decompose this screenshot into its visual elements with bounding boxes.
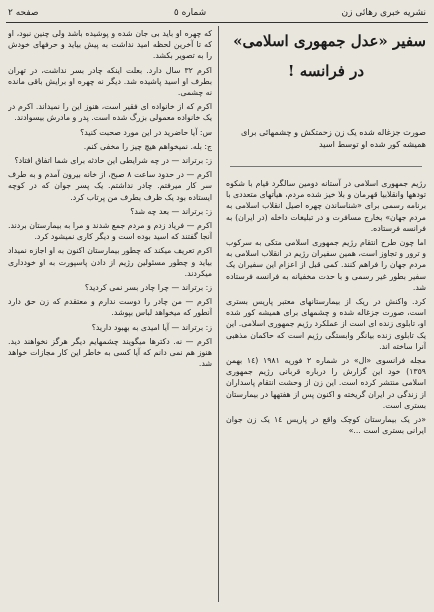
- paragraph: ج: بله. نمیخواهم هیچ چیز را مخفی کنم.: [83, 141, 212, 151]
- paragraph: اما چون طرح انتقام رژیم جمهوری اسلامی متکی به سرکوب و ترور و تجاوز است، همین سفیران رژیم در انقلاب اسلامی به مردم جهان را فراهم کنند. کمی قبل از اعزام این سفیران یک سفیر بطور غیر رسمی و با حدت مخفیانه به فرانسه فرستاده شد.: [226, 238, 426, 292]
- paragraph: ز: برتراند — چرا چادر بسر نمی کردید؟: [84, 283, 212, 293]
- paragraph: رژیم جمهوری اسلامی در آستانه دومین سالگرد قیام با شکوه تودهها وانقلابیا قهرمان و بلا خیز شده مردم، هیأتهای متعددی با برنامه رسمی برای «شناساندن چهره اصیل انقلاب اسلامی به مردم جهان» بخارج مسافرت و در تبلیغات داخله (در ایران) به فرانسه فرستاده.: [226, 179, 426, 233]
- column-divider: [218, 26, 219, 602]
- page-number: صفحه ٢: [8, 8, 39, 18]
- article-title-sub: در فرانسه !: [287, 62, 365, 80]
- issue-number: شماره ٥: [173, 8, 207, 18]
- paragraph: اکرم که از خانواده ای فقیر است، هنوز این را نمیداند. اکرم در یک خانواده معمولی بزرگ شده است. پدر و مادرش بیسوادند.: [8, 102, 212, 123]
- article-headline: [226, 30, 426, 122]
- paragraph: اکرم تعریف میکند که چطور بیمارستان اکنون به او اجازه نمیداد بیاید و چطور مسئولین رژیم از دادن پاسپورت به او خودداری میکردند.: [8, 246, 212, 278]
- paragraph: اکرم ٣٢ سال دارد. بعلت اینکه چادر بسر نداشت، در تهران بطرف او اسید پاشیده شد. دیگر نه چهره او برایش باقی مانده نه چشمی.: [8, 65, 212, 98]
- paragraph: ز: برتراند — آیا امیدی به بهبود دارید؟: [91, 322, 212, 332]
- paragraph: س: آیا حاضرید در این مورد صحبت کنید؟: [80, 127, 212, 137]
- intro-rule: [230, 166, 422, 167]
- article-intro: صورت جزغاله شده یک زن زحمتکش و چشمهائی برای همیشه کور شده او توسط اسید: [240, 127, 426, 149]
- paragraph: که چهره او باید بی جان شده و پوشیده باشد ولی چنین نبود، او که تا آخرین لحظه امید نداشت به پیش بیاید و حرفهای خودش را به تصویر بکشد.: [8, 29, 212, 61]
- article-title: سفیر «عدل جمهوری اسلامی»: [233, 32, 426, 50]
- paragraph: اکرم — در حدود ساعت ٨ صبح، از خانه بیرون آمدم و به طرف سر کار میرفتم. چادر نداشتم. یک پسر جوان که در کوچه ایستاده بود یک ظرف بطرف من پرتاب کرد.: [8, 170, 212, 202]
- paragraph: کرد. واکنش در ریک از بیمارستانهای معتبر پاریس بستری است، صورت جزغاله شده و چشمهای برای همیشه کور شده او، تابلوی زنده ای است از عملکرد رژیم جمهوری اسلامی. این یک تابلوی زنده بیانگر وابستگی رژیم است که حاکمان مذهبی آنرا ساخته اند.: [226, 297, 426, 351]
- publication-name: نشریه خبری رهائی زن: [341, 8, 426, 18]
- paragraph: ز: برتراند — در چه شرایطی این حادثه برای شما اتفاق افتاد؟: [14, 156, 212, 166]
- paragraph: «در یک بیمارستان کوچک واقع در پاریس ١٤ یک زن جوان ایرانی بستری است ...»: [226, 415, 426, 436]
- paragraph: مجله فرانسوی «ال» در شماره ٢ فوریه ١٩٨١ (١٤ بهمن ١٣٥٩) خود این گزارش را درباره قربانی رژیم جمهوری اسلامی منتشر کرده است. این زن از وحشت انتقام پاسداران از زندگی در ایران گریخته و اکنون پس از هفتهها در بیمارستان بستری است.: [226, 356, 426, 410]
- paragraph: اکرم — من چادر را دوست ندارم و معتقدم که زن حق دارد آنطور که میخواهد لباس بپوشد.: [8, 297, 212, 318]
- paragraph: ز: برتراند — بعد چه شد؟: [130, 206, 212, 216]
- header-rule: [6, 22, 428, 23]
- right-column: [226, 178, 426, 602]
- paragraph: اکرم — فریاد زدم و مردم جمع شدند و مرا به بیمارستان بردند. آنجا گفتند که اسید بوده است و دیگر کاری نمیشود کرد.: [8, 221, 212, 242]
- left-column: [8, 28, 212, 602]
- page-header: [8, 6, 426, 20]
- paragraph: اکرم — نه. دکترها میگویند چشمهایم دیگر هرگز نخواهند دید. هنوز هم نمی دانم که آیا کسی به خاطر این کار مجازات خواهد شد.: [8, 336, 212, 369]
